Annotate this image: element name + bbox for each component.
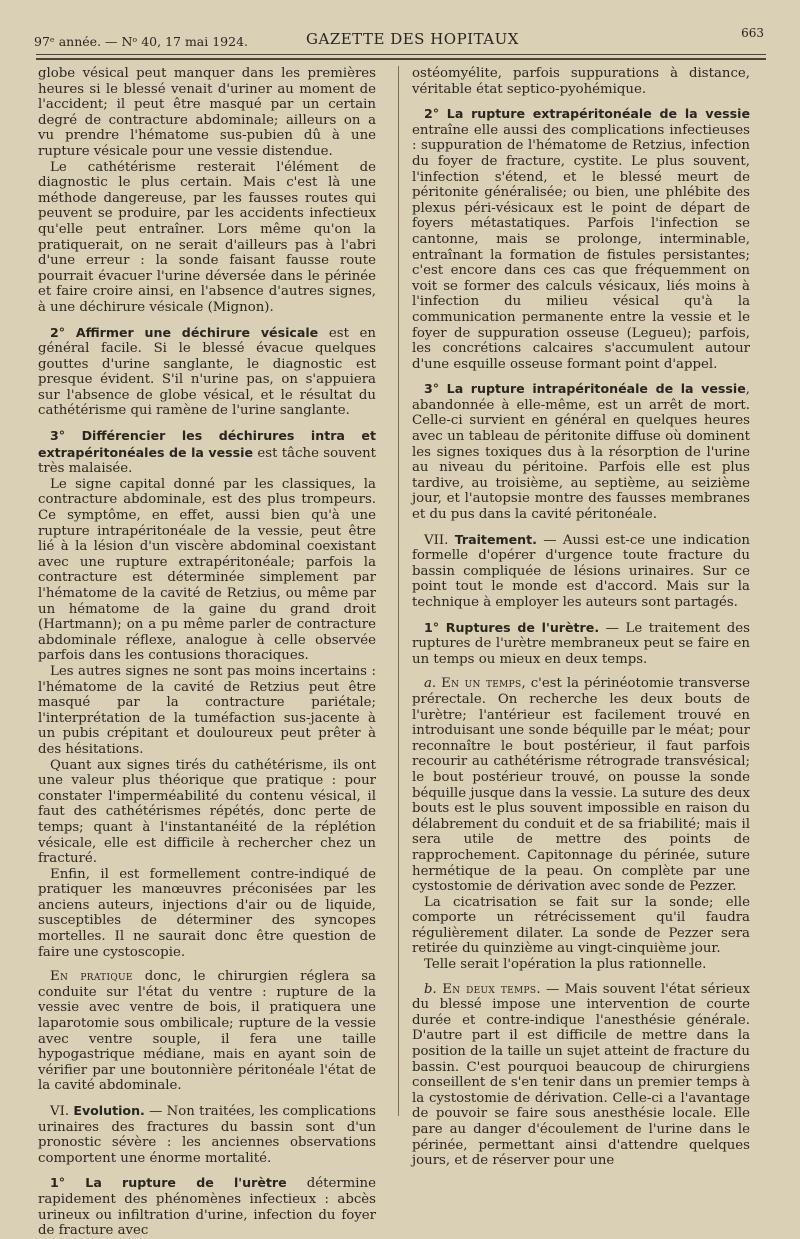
paragraph-text: détermine rapidement des phénomènes infectieux : abcès urineux ou infiltration d'urine, infection du foyer de fracture avec [38,1176,376,1239]
small-caps-lead: En pratique [50,969,133,985]
paragraph [412,381,750,522]
paragraph [38,969,376,1094]
paragraph-text: — Le traitement des ruptures de l'urètre membraneux peut se faire en un temps ou mieux en deux temps. [412,620,750,667]
header-rule-thick [36,58,766,60]
item-letter: a. [424,676,442,692]
issue-info: 97ᵉ année. — Nᵒ 40, 17 mai 1924. [34,34,249,49]
section-number: VI. [50,1104,74,1119]
paragraph [38,325,376,420]
paragraph-text: est en général facile. Si le blessé évacue quelques gouttes d'urine sanglante, le diagnostic est presque évident. S'il n'urine pas, on s'appuiera sur l'absence de globe vésical, et le résultat du cathétérisme qui ramène de l'urine sanglante. [38,325,376,419]
paragraph: globe vésical peut manquer dans les premières heures si le blessé venait d'uriner au moment de l'accident; il peut être masqué par un certain degré de contracture abdominale; ailleurs on a vu prendre l'hématome sus-pubien dû à une rupture vésicale pour une vessie distendue. [38,66,376,159]
section-heading: Traitement. [454,531,537,547]
section-number: VII. [424,532,455,548]
right-column [412,66,750,1169]
section-heading: 1° La rupture de l'urètre [50,1175,287,1191]
paragraph-text: , c'est la périnéotomie transverse prérectale. On recherche les deux bouts de l'urètre; l'antérieur est facilement trouvé en introduisant une sonde béquille par le méat; pour reconnaître le bout postérieur, il faut parfois recourir au cathétérisme rétrograde transvésical; le bout postérieur trouvé, on pousse la sonde béquille jusque dans la vessie. La suture des deux bouts est le plus souvent impossible en raison du délabrement du conduit et de sa friabilité; mais il sera utile de mettre des points de rapprochement. Capitonnage du périnée, suture hermétique de la peau. On complète par une cystostomie de dérivation avec sonde de Pezzer. [412,676,751,895]
paragraph: Les autres signes ne sont pas moins incertains : l'hématome de la cavité de Retzius peut être masqué par la contracture pariétale; l'interprétation de la tuméfaction sus-jacente à un pubis crépitant et douloureux peut prêter à des hésitations. [38,663,376,757]
left-column [38,66,376,1239]
section-heading: Evolution. [73,1103,145,1118]
paragraph-text: , abandonnée à elle-même, est un arrêt de mort. Celle-ci survient en général en quelques heures avec un tableau de péritonite diffuse où dominent les signes toxiques dus à la résorption de l'urine au niveau du péritoine. Parfois elle est plus tardive, au troisième, au septième, au seizième jour, et l'autopsie montre des fausses membranes et du pus dans la cavité péritonéale. [412,382,750,523]
item-letter: b. [424,981,443,997]
paragraph-text: entraîne elle aussi des complications infectieuses : suppuration de l'hématome de Retzius, infection du foyer de fracture, cystite. Le plus souvent, l'infection s'étend, et le blessé meurt de péritonite généralisée; ou bien, une phlébite des plexus péri-vésicaux est le point de départ de foyers métastatiques. Parfois l'infection se cantonne, mais se prolonge, interminable, entraînant la formation de fistules persistantes; c'est encore dans ces cas que fréquemment on voit se former des calculs vésicaux, liés moins à l'infection du milieu vésical qu'à la communication permanente entre la vessie et le foyer de suppuration osseuse (Legueu); parfois, les concrétions calcaires s'accumulent autour d'une esquille osseuse formant point d'appel. [412,122,750,372]
page-number: 663 [741,26,764,40]
section-heading: 3° La rupture intrapéritonéale de la vessie [424,381,746,397]
paragraph-text: — Non traitées, les complications urinaires des fractures du bassin sont d'un pronostic sévère : les anciennes observations comportent une énorme mortalité. [38,1104,376,1166]
paragraph [38,1103,376,1166]
section-heading: 1° Ruptures de l'urètre. [424,619,600,635]
small-caps-lead: En un temps [441,676,522,692]
journal-title: GAZETTE DES HOPITAUX [306,30,519,48]
paragraph: Enfin, il est formellement contre-indiqué de pratiquer les manœuvres préconisées par les anciens auteurs, injections d'air ou de liquide, susceptibles de déterminer des syncopes mortelles. Il ne saurait donc être question de faire une cystoscopie. [38,866,376,960]
paragraph [412,676,750,894]
section-heading: 2° Affirmer une déchirure vésicale [50,324,319,340]
section-heading: 3° Différencier les déchirures intra et extrapéritonéales de la vessie [38,428,376,460]
page-header [34,26,764,56]
paragraph [412,982,750,1169]
paragraph-text: — Aussi est-ce une indication formelle d'opérer d'urgence toute fracture du bassin compliquée de lésions urinaires. Sur ce point tout le monde est d'accord. Mais sur la technique à employer les auteurs sont partagés. [412,532,750,610]
paragraph-text: . — Mais souvent l'état sérieux du blessé impose une intervention de courte durée et contre-indique l'anesthésie générale. D'autre part il est difficile de mettre dans la position de la taille un sujet atteint de fracture du bassin. C'est pourquoi beaucoup de chirurgiens conseillent de s'en tenir dans un premier temps à la cystostomie de dérivation. Celle-ci a l'avantage de pouvoir se faire sous anesthésie locale. Elle pare au danger d'écoulement de l'urine dans le périnée, permettant ainsi d'attendre quelques jours, et de réserver pour une [412,981,750,1169]
paragraph [38,1175,376,1238]
paragraph [412,532,750,611]
paragraph [412,106,750,372]
paragraph: Le cathétérisme resterait l'élément de diagnostic le plus certain. Mais c'est là une méthode dangereuse, par les fausses routes qui peuvent se produire, par les accidents infectieux qu'elle peut entraîner. Lors même qu'on la pratiquerait, on ne serait d'ailleurs pas à l'abri d'une erreur : la sonde faisant fausse route pourrait évacuer l'urine déversée dans le périnée et faire croire ainsi, en l'absence d'autres signes, à une déchirure vésicale (Mignon). [38,159,376,315]
paragraph: La cicatrisation se fait sur la sonde; elle comporte un rétrécissement qu'il faudra régulièrement dilater. La sonde de Pezzer sera retirée du quinzième au vingt-cinquième jour. [412,894,750,957]
paragraph: Le signe capital donné par les classiques, la contracture abdominale, est des plus trompeurs. Ce symptôme, en effet, aussi bien qu'à une rupture intrapéritonéale de la vessie, peut être lié à la lésion d'un viscère abdominal coexistant avec une rupture extrapéritonéale; parfois la contracture est déterminée simplement par l'hématome de la cavité de Retzius, ou même par un hématome de la gaine du grand droit (Hartmann); on a pu même parler de contracture abdominale réflexe, analogue à celle observée parfois dans les contusions thoraciques. [38,476,376,664]
header-rule-thin [36,54,766,55]
section-heading: 2° La rupture extrapéritonéale de la vessie [424,106,750,122]
paragraph [412,620,750,668]
paragraph-text: donc, le chirurgien réglera sa conduite sur l'état du ventre : rupture de la vessie avec ventre de bois, il pratiquera une laparotomie sous ombilicale; rupture de la vessie avec ventre souple, il fera une taille hypogastrique médiane, mais en ayant soin de vérifier par une boutonnière péritonéale l'état de la cavité abdominale. [38,969,376,1094]
small-caps-lead: En deux temps [442,981,537,997]
paragraph: Telle serait l'opération la plus rationnelle. [424,957,707,973]
paragraph: ostéomyélite, parfois suppurations à distance, véritable état septico-pyohémique. [412,66,750,97]
paragraph: Quant aux signes tirés du cathétérisme, ils ont une valeur plus théorique que pratique : pour constater l'imperméabilité du contenu vésical, il faut des cathétérismes répétés, donc perte de temps; quant à l'instantanéité de la réplétion vésicale, elle est difficile à rechercher chez un fracturé. [38,757,376,867]
paragraph [38,428,376,477]
column-divider [398,66,399,1116]
paragraph-text: est tâche souvent très malaisée. [38,445,376,477]
